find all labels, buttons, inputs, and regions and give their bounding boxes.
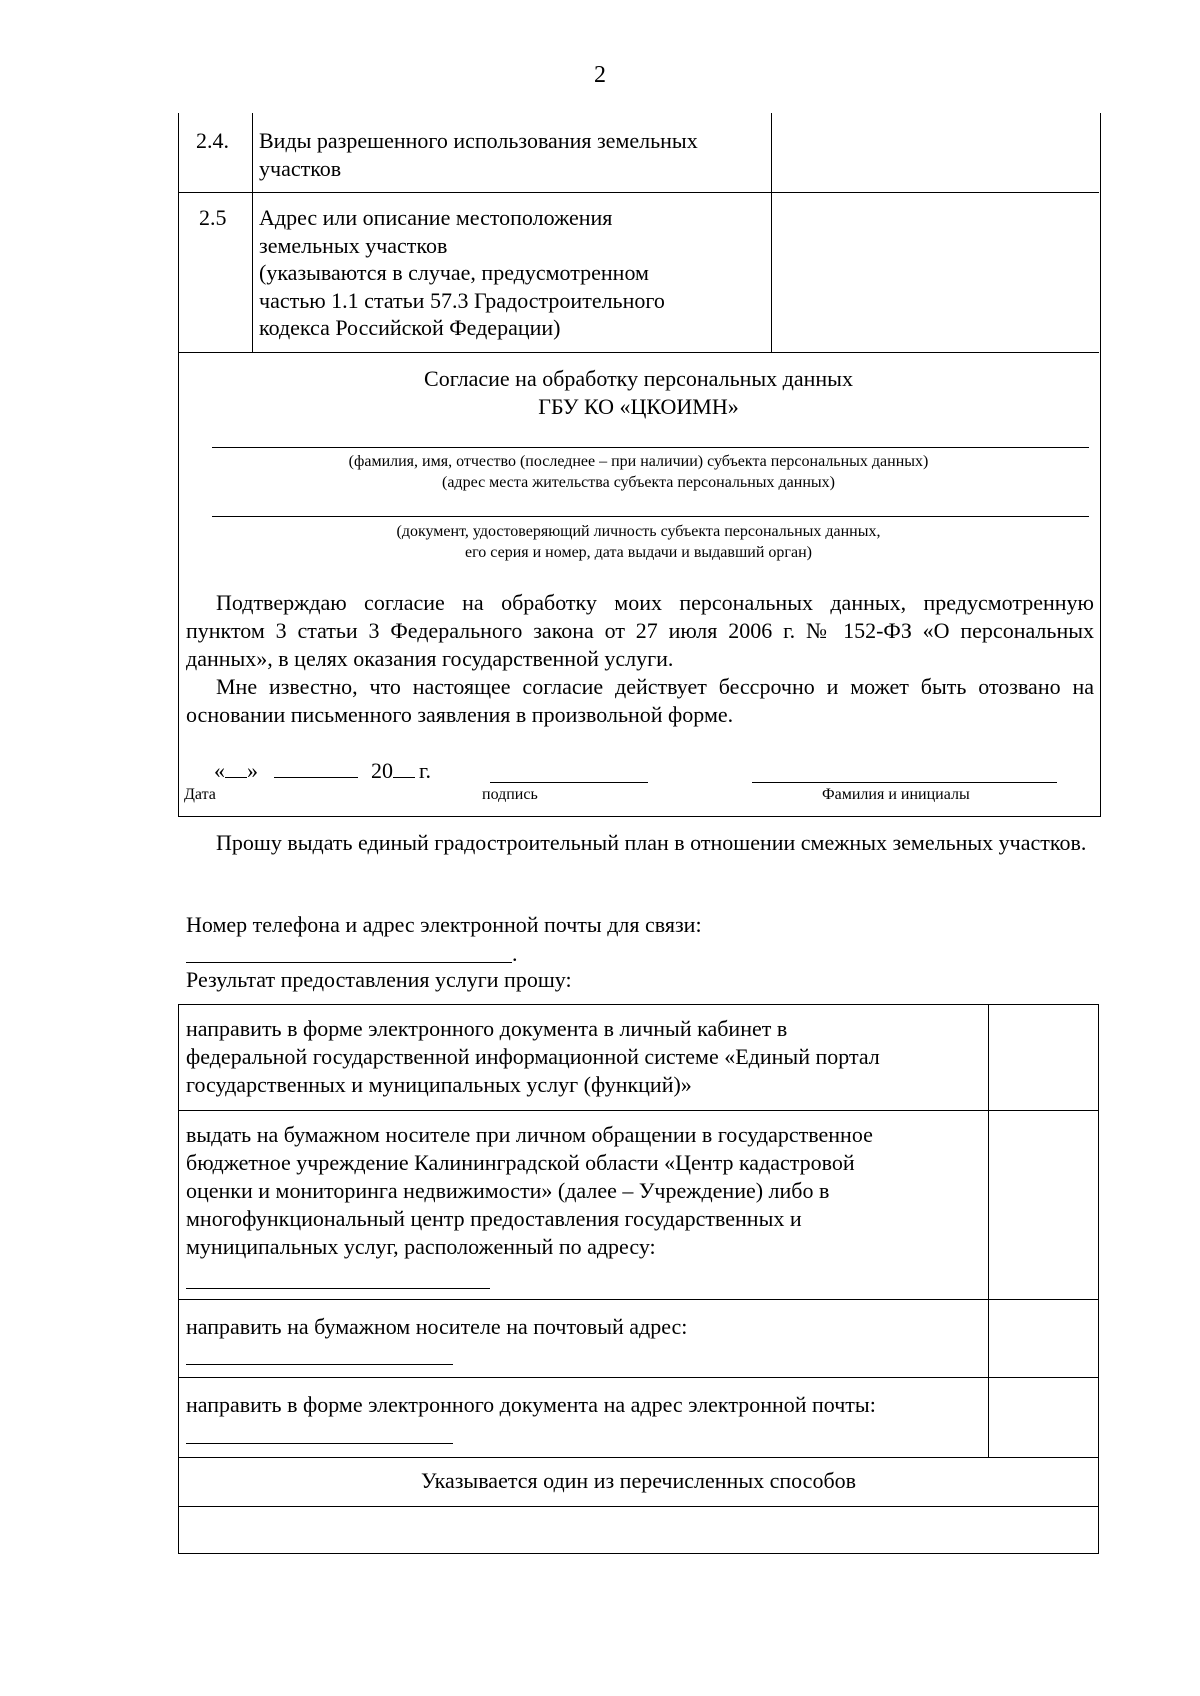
- row-text: Адрес или описание местоположения земельных участков (указываются в случае, предусмотренном частью 1.1 статьи 57.3 Градостроительного кодекса Российской Федерации): [259, 205, 665, 340]
- contact-label: Номер телефона и адрес электронной почты для связи:: [186, 912, 702, 937]
- selected-option-field[interactable]: [182, 1510, 1094, 1550]
- table-divider: [178, 1457, 1099, 1458]
- option-checkbox[interactable]: [992, 1114, 1094, 1295]
- page-number: 2: [594, 62, 606, 88]
- contact-fill-line[interactable]: [186, 962, 512, 963]
- table-divider: [178, 1299, 1099, 1300]
- fill-caption: (документ, удостоверяющий личность субъекта персональных данных,: [396, 523, 881, 540]
- table-divider: [252, 113, 253, 352]
- row-number: 2.4.: [196, 128, 229, 153]
- option-email: направить в форме электронного документа на адрес электронной почты:: [186, 1392, 876, 1417]
- option-lk-epgu: направить в форме электронного документа в личный кабинет в федеральной государственной информационной системе «Единый портал государственных и муниципальных услуг (функций)»: [186, 1016, 880, 1097]
- row-number: 2.5: [199, 205, 227, 230]
- fill-caption: (адрес места жительства субъекта персональных данных): [442, 474, 835, 491]
- signature-line[interactable]: [490, 782, 648, 783]
- document-fill-line[interactable]: [212, 516, 1089, 517]
- table-divider: [178, 1110, 1099, 1111]
- row-text: Виды разрешенного использования земельных участков: [259, 128, 698, 181]
- consent-title: Согласие на обработку персональных данных ГБУ КО «ЦКОИМН»: [424, 366, 853, 419]
- name-initials-label: Фамилия и инициалы: [822, 786, 970, 803]
- date-field[interactable]: « » 20 г.: [214, 758, 432, 783]
- row-value-field[interactable]: [780, 127, 1090, 177]
- address-fill-line[interactable]: [186, 1288, 490, 1289]
- table-divider: [178, 352, 1099, 353]
- signature-label: подпись: [482, 786, 538, 803]
- table-divider: [988, 1004, 989, 1457]
- name-initials-line[interactable]: [752, 782, 1057, 783]
- email-fill-line[interactable]: [186, 1443, 453, 1444]
- table-divider: [178, 1377, 1099, 1378]
- date-label: Дата: [184, 786, 216, 803]
- row-value-field[interactable]: [780, 204, 1090, 344]
- contact-end: .: [512, 941, 518, 966]
- options-note: Указывается один из перечисленных способов: [420, 1468, 857, 1493]
- request-text: Прошу выдать единый градостроительный план в отношении смежных земельных участков.: [216, 830, 1087, 855]
- option-paper-in-person: выдать на бумажном носителе при личном обращении в государственное бюджетное учреждение Калининградской области «Центр кадастровой оценки и мониторинга недвижимости» (далее – Учреждение) либо в многофункциональный центр предоставления государственных и муниципальных услуг, расположенный по адресу:: [186, 1122, 873, 1259]
- table-divider: [178, 1506, 1099, 1507]
- option-checkbox[interactable]: [992, 1008, 1094, 1106]
- result-label: Результат предоставления услуги прошу:: [186, 967, 572, 992]
- name-fill-line[interactable]: [212, 447, 1089, 448]
- table-divider: [771, 113, 772, 352]
- fill-caption: его серия и номер, дата выдачи и выдавший орган): [465, 544, 812, 561]
- option-checkbox[interactable]: [992, 1381, 1094, 1453]
- table-divider: [178, 192, 1099, 193]
- option-paper-mail: направить на бумажном носителе на почтовый адрес:: [186, 1314, 688, 1339]
- consent-text: Подтверждаю согласие на обработку моих персональных данных, предусмотренную пунктом 3 статьи 3 Федерального закона от 27 июля 2006 г. № 152-ФЗ «О персональных данных», в целях оказания государственной услуги. Мне известно, что настоящее согласие действует бессрочно и может быть отозвано на основании письменного заявления в произвольной форме.: [186, 590, 1094, 727]
- postal-address-fill-line[interactable]: [186, 1364, 453, 1365]
- option-checkbox[interactable]: [992, 1303, 1094, 1373]
- fill-caption: (фамилия, имя, отчество (последнее – при наличии) субъекта персональных данных): [348, 453, 929, 470]
